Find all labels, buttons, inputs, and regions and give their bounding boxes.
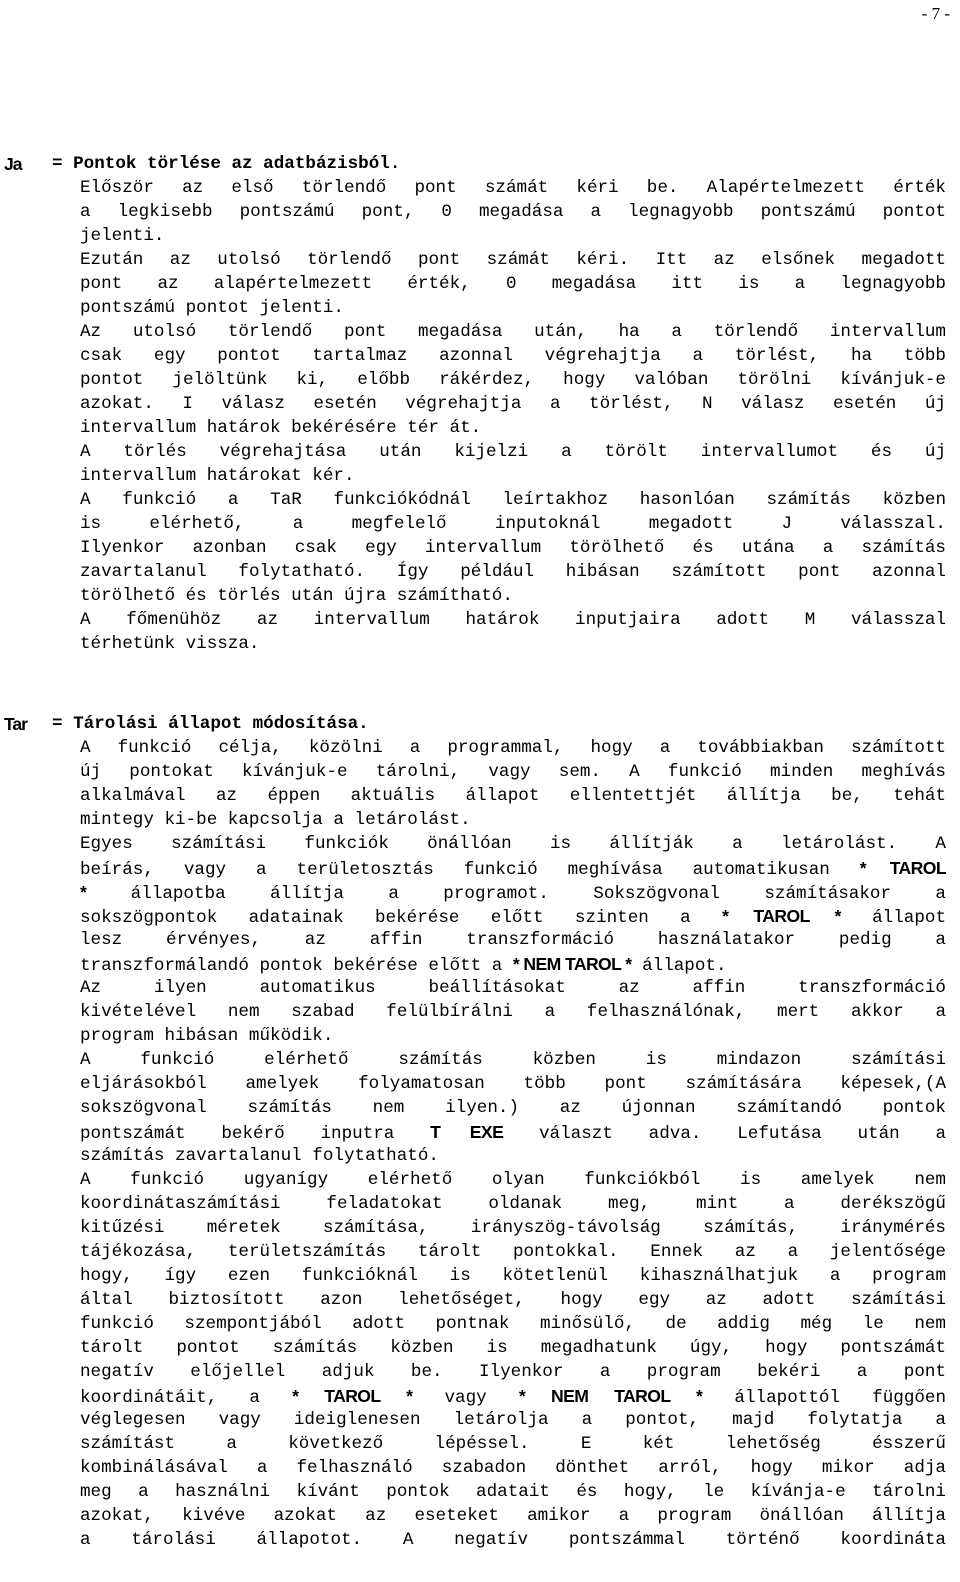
body-line xyxy=(80,1240,946,1264)
body-line xyxy=(80,784,946,808)
body-line xyxy=(80,1144,946,1168)
body-line xyxy=(80,536,946,560)
page-number: - 7 - xyxy=(921,4,950,23)
body-line xyxy=(80,488,946,512)
body-line xyxy=(80,1384,946,1408)
status-keyword: * TAROL * xyxy=(292,1386,413,1406)
body-line xyxy=(80,176,946,200)
body-line xyxy=(80,1024,946,1048)
body-line xyxy=(80,608,946,632)
body-line xyxy=(80,880,946,904)
body-line xyxy=(80,1456,946,1480)
status-keyword: * xyxy=(80,882,87,902)
line-text: csak egy pontot tartalmaz azonnal végrehajtja a törlést, ha több xyxy=(80,346,946,366)
line-text: Ezután az utolsó törlendő pont számát kéri. Itt az elsőnek megadott xyxy=(80,250,946,270)
body-line xyxy=(80,952,946,976)
line-text: új pontokat kívánjuk-e tárolni, vagy sem. A funkció minden meghívás xyxy=(80,762,946,782)
line-text: funkció szempontjából adott pontnak minősülő, de addig még le nem xyxy=(80,1314,946,1334)
line-text: a legkisebb pontszámú pont, 0 megadása a legnagyobb pontszámú pontot xyxy=(80,202,946,222)
body-line xyxy=(80,560,946,584)
function-code: Tar xyxy=(4,714,27,734)
body-line xyxy=(80,1408,946,1432)
line-text: tájékozása, területszámítás tárolt pontokkal. Ennek az a jelentősége xyxy=(80,1242,946,1262)
body-line xyxy=(80,1048,946,1072)
line-text: A törlés végrehajtása után kijelzi a törölt intervallumot és új xyxy=(80,442,946,462)
body-line xyxy=(80,1192,946,1216)
body-line xyxy=(80,296,946,320)
body-line xyxy=(80,1096,946,1120)
line-text: beírás, vagy a területosztás funkció meghívása automatikusan xyxy=(80,860,830,880)
line-text: Az utolsó törlendő pont megadása után, ha a törlendő intervallum xyxy=(80,322,946,342)
body-line xyxy=(80,248,946,272)
status-keyword: * NEM TAROL * xyxy=(512,954,632,974)
body-line xyxy=(80,808,946,832)
body-line xyxy=(80,200,946,224)
body-line xyxy=(80,1264,946,1288)
body-line xyxy=(80,928,946,952)
section-title: = Pontok törlése az adatbázisból. xyxy=(52,154,401,174)
section-body xyxy=(80,176,946,656)
line-text: véglegesen vagy ideiglenesen letárolja a pontot, majd folytatja a xyxy=(80,1410,946,1430)
line-text: lesz érvényes, az affin transzformáció használatakor pedig a xyxy=(80,930,946,950)
line-text: tárolt pontot számítás közben is megadhatunk úgy, hogy pontszámát xyxy=(80,1338,946,1358)
line-text: azokat, kivéve azokat az eseteket amikor a program önállóan állítja xyxy=(80,1506,946,1526)
line-text: koordinátaszámítási feladatokat oldanak meg, mint a derékszögű xyxy=(80,1194,946,1214)
line-text: azokat. I válasz esetén végrehajtja a törlést, N válasz esetén új xyxy=(80,394,946,414)
body-line xyxy=(80,368,946,392)
line-text: meg a használni kívánt pontok adatait és hogy, le kívánja-e tárolni xyxy=(80,1482,946,1502)
body-line xyxy=(80,1312,946,1336)
line-text: térhetünk vissza. xyxy=(80,634,260,654)
line-text: Egyes számítási funkciók önállóan is állítják a letárolást. A xyxy=(80,834,946,854)
line-text: vagy xyxy=(444,1388,487,1408)
line-text: zavartalanul folytatható. Így például hibásan számított pont azonnal xyxy=(80,562,946,582)
line-text: sokszögvonal számítás nem ilyen.) az újonnan számítandó pontok xyxy=(80,1098,946,1118)
body-line xyxy=(80,976,946,1000)
body-line xyxy=(80,512,946,536)
line-text: pontot jelöltünk ki, előbb rákérdez, hogy valóban törölni kívánjuk-e xyxy=(80,370,946,390)
line-text: mintegy ki-be kapcsolja a letárolást. xyxy=(80,810,471,830)
line-text: pont az alapértelmezett érték, 0 megadása itt is a legnagyobb xyxy=(80,274,946,294)
body-line xyxy=(80,320,946,344)
line-text: A funkció ugyanígy elérhető olyan funkciókból is amelyek nem xyxy=(80,1170,946,1190)
line-text: törölhető és törlés után újra számítható. xyxy=(80,586,513,606)
line-text: A főmenühöz az intervallum határok inputjaira adott M válasszal xyxy=(80,610,946,630)
body-line xyxy=(80,1432,946,1456)
body-line xyxy=(80,1336,946,1360)
body-line xyxy=(80,416,946,440)
line-text: Az ilyen automatikus beállításokat az affin transzformáció xyxy=(80,978,946,998)
line-text: állapot xyxy=(872,908,946,928)
line-text: választ adva. Lefutása után a xyxy=(539,1124,947,1144)
body-line xyxy=(80,904,946,928)
line-text: állapotba állítja a programot. Sokszögvonal számításakor a xyxy=(130,884,946,904)
line-text: Először az első törlendő pont számát kéri be. Alapértelmezett érték xyxy=(80,178,946,198)
body-line xyxy=(80,632,946,656)
body-line xyxy=(80,1504,946,1528)
line-text: állapottól függően xyxy=(734,1388,947,1408)
body-line xyxy=(80,440,946,464)
status-keyword: * TAROL * xyxy=(722,906,841,926)
line-text: pontszámú pontot jelenti. xyxy=(80,298,344,318)
body-line xyxy=(80,224,946,248)
status-keyword: * NEM TAROL * xyxy=(518,1386,703,1406)
body-line xyxy=(80,1528,946,1552)
line-text: kombinálásával a felhasználó szabadon dönthet arról, hogy mikor adja xyxy=(80,1458,946,1478)
line-text: A funkció a TaR funkciókódnál leírtakhoz hasonlóan számítás közben xyxy=(80,490,946,510)
body-line xyxy=(80,344,946,368)
body-line xyxy=(80,1120,946,1144)
line-text: pontszámát bekérő inputra xyxy=(80,1124,395,1144)
line-text: A funkció elérhető számítás közben is mindazon számítási xyxy=(80,1050,946,1070)
line-text: intervallum határokat kér. xyxy=(80,466,355,486)
line-text: jelenti. xyxy=(80,226,165,246)
line-text: hogy, így ezen funkcióknál is kötetlenül kihasználhatjuk a program xyxy=(80,1266,946,1286)
section-body xyxy=(80,736,946,1552)
line-text: intervallum határok bekérésére tér át. xyxy=(80,418,482,438)
line-text: számítás zavartalanul folytatható. xyxy=(80,1146,439,1166)
line-text: is elérhető, a megfelelő inputoknál megadott J válasszal. xyxy=(80,514,946,534)
line-text: transzformálandó pontok bekérése előtt a xyxy=(80,956,503,976)
body-line xyxy=(80,1072,946,1096)
line-text: által biztosított azon lehetőséget, hogy egy az adott számítási xyxy=(80,1290,946,1310)
body-line xyxy=(80,464,946,488)
line-text: a tárolási állapotot. A negatív pontszámmal történő koordináta xyxy=(80,1530,946,1550)
body-line xyxy=(80,1000,946,1024)
body-line xyxy=(80,736,946,760)
line-text: A funkció célja, közölni a programmal, hogy a továbbiakban számított xyxy=(80,738,946,758)
line-text: koordinátáit, a xyxy=(80,1388,260,1408)
body-line xyxy=(80,1480,946,1504)
line-text: kivételével nem szabad felülbírálni a felhasználónak, mert akkor a xyxy=(80,1002,946,1022)
status-keyword: T EXE xyxy=(430,1122,504,1142)
body-line xyxy=(80,856,946,880)
body-line xyxy=(80,1360,946,1384)
line-text: számítást a következő lépéssel. E két lehetőség ésszerű xyxy=(80,1434,946,1454)
line-text: program hibásan működik. xyxy=(80,1026,334,1046)
body-line xyxy=(80,1216,946,1240)
body-line xyxy=(80,272,946,296)
status-keyword: * TAROL xyxy=(859,858,946,878)
body-line xyxy=(80,584,946,608)
line-text: állapot. xyxy=(642,956,727,976)
line-text: Ilyenkor azonban csak egy intervallum törölhető és utána a számítás xyxy=(80,538,946,558)
body-line xyxy=(80,1288,946,1312)
line-text: kitűzési méretek számítása, irányszög-távolság számítás, iránymérés xyxy=(80,1218,946,1238)
body-line xyxy=(80,1168,946,1192)
function-code: Ja xyxy=(4,154,22,174)
section-title: = Tárolási állapot módosítása. xyxy=(52,714,369,734)
line-text: sokszögpontok adatainak bekérése előtt szinten a xyxy=(80,908,691,928)
body-line xyxy=(80,832,946,856)
line-text: alkalmával az éppen aktuális állapot ellentettjét állítja be, tehát xyxy=(80,786,946,806)
line-text: negatív előjellel adjuk be. Ilyenkor a program bekéri a pont xyxy=(80,1362,946,1382)
body-line xyxy=(80,760,946,784)
body-line xyxy=(80,392,946,416)
line-text: eljárásokból amelyek folyamatosan több pont számítására képesek,(A xyxy=(80,1074,946,1094)
